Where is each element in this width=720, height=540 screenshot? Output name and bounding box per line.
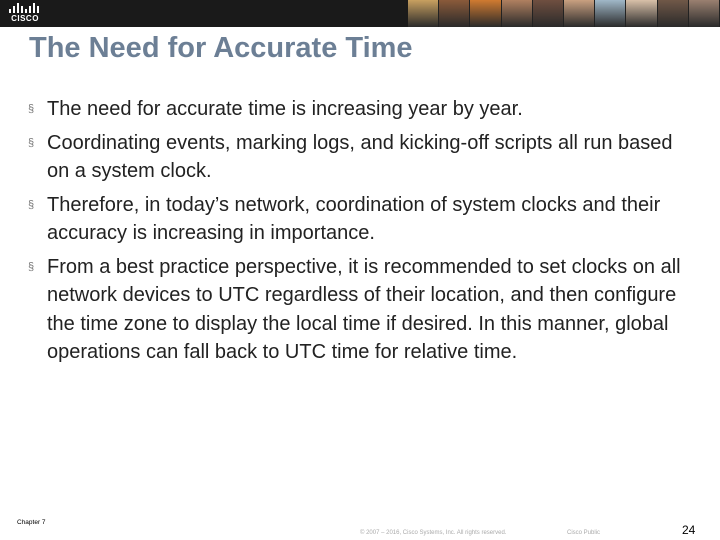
footer-chapter: Chapter 7 [17, 519, 46, 526]
slide-title: The Need for Accurate Time [29, 32, 413, 64]
bullet-list [28, 95, 698, 372]
header-photo [502, 0, 533, 27]
cisco-logo [7, 3, 43, 25]
bullet-item [28, 191, 698, 248]
bullet-text: The need for accurate time is increasing year by year. [47, 98, 523, 120]
header-photo [439, 0, 470, 27]
bullet-marker-icon: § [28, 103, 35, 115]
page-number: 24 [682, 523, 696, 537]
bullet-marker-icon: § [28, 136, 35, 149]
header-photo [689, 0, 720, 27]
header-photo [595, 0, 626, 27]
footer-copyright: © 2007 – 2016, Cisco Systems, Inc. All rights reserved. [360, 530, 507, 536]
cisco-bars-icon [8, 3, 42, 14]
bullet-text: Coordinating events, marking logs, and kicking-off scripts all run based on a system clock. [47, 131, 673, 182]
cisco-logo-text: CISCO [11, 14, 39, 23]
bullet-item [28, 253, 698, 367]
bullet-item [28, 95, 698, 124]
bullet-marker-icon: § [28, 260, 35, 273]
header-photo [564, 0, 595, 27]
bullet-text: From a best practice perspective, it is recommended to set clocks on all network devices to UTC regardless of their location, and then configure the time zone to display the local time if desired. In this manner, global operations can fall back to UTC time for relative time. [47, 255, 681, 363]
header-photo [470, 0, 501, 27]
bullet-marker-icon: § [28, 198, 35, 211]
footer-classification: Cisco Public [567, 530, 601, 536]
header-bar [0, 0, 720, 27]
header-photo-strip [408, 0, 720, 27]
header-photo [626, 0, 657, 27]
bullet-text: Therefore, in today’s network, coordination of system clocks and their accuracy is increasing in importance. [47, 193, 661, 244]
bullet-item [28, 129, 698, 186]
header-photo [408, 0, 439, 27]
header-photo [533, 0, 564, 27]
header-photo [658, 0, 689, 27]
